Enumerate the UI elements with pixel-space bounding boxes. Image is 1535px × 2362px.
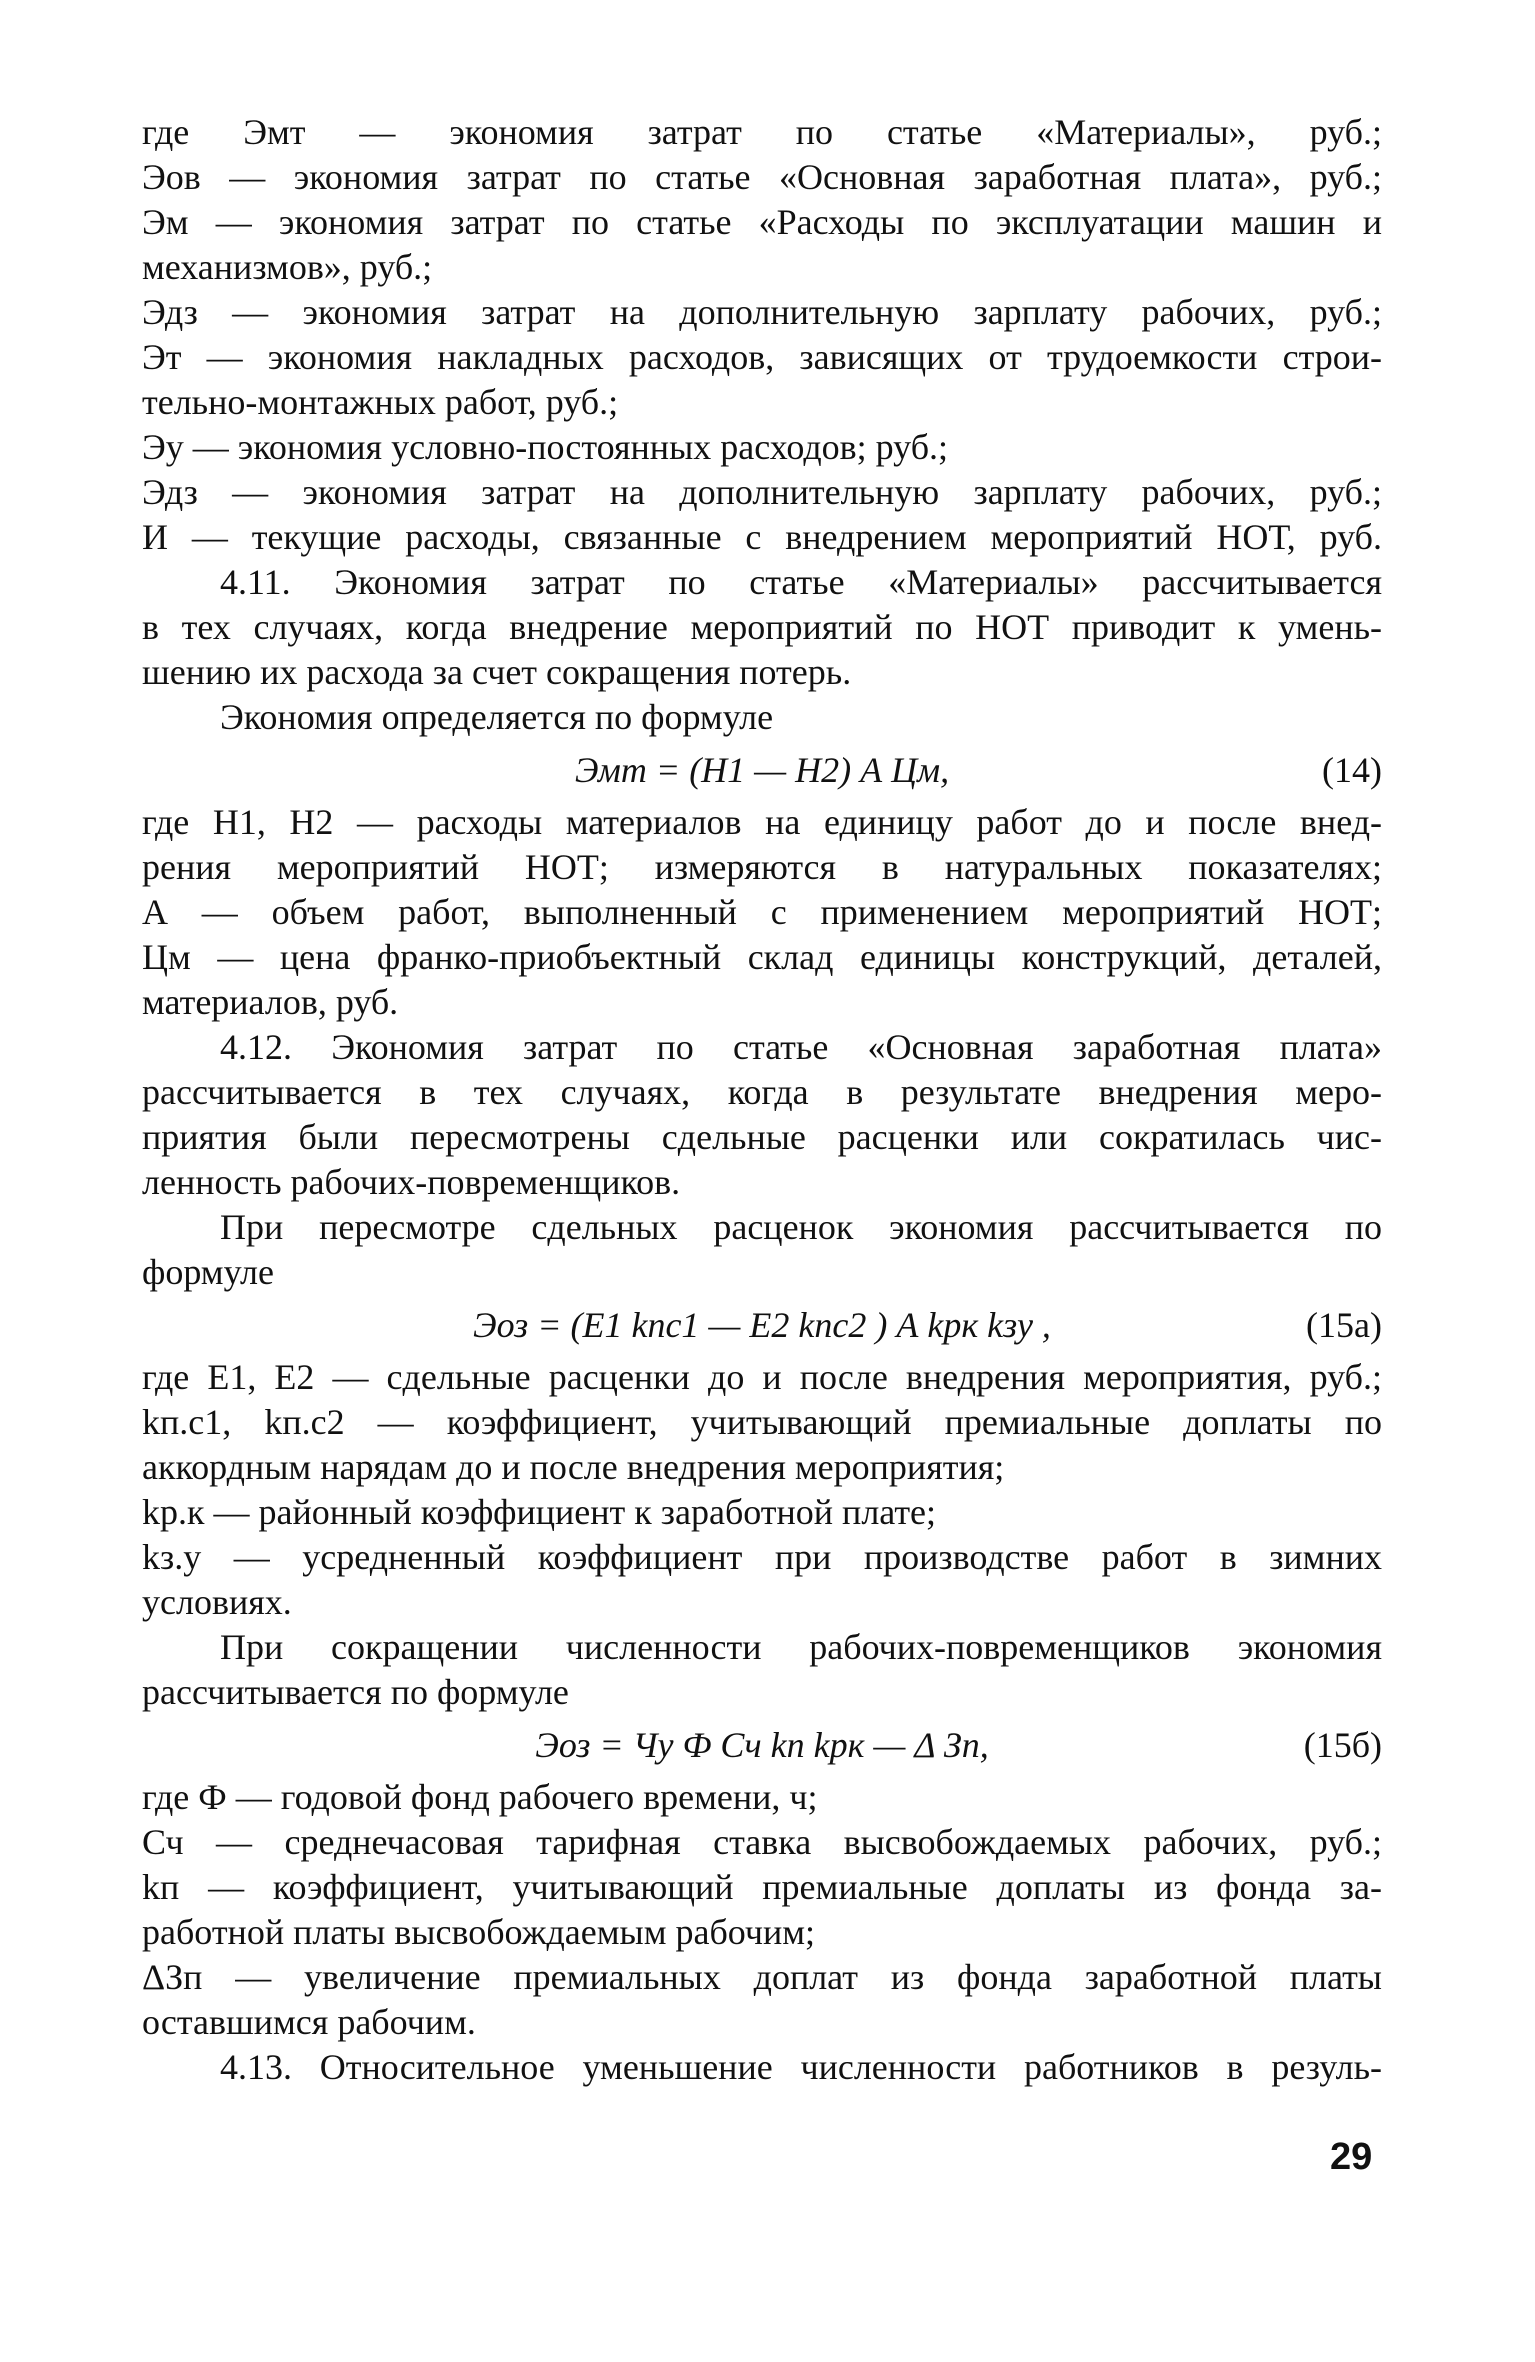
formula-15a-number: (15а)	[1306, 1305, 1382, 1345]
text-line: приятия были пересмотрены сдельные расценки или сократилась чис-	[142, 1117, 1382, 1157]
text-line: где Е1, Е2 — сдельные расценки до и после внедрения мероприятия, руб.;	[142, 1357, 1382, 1397]
text-line: Экономия определяется по формуле	[220, 697, 774, 737]
text-line: При сокращении численности рабочих-повременщиков экономия	[220, 1627, 1382, 1667]
section-4-13-start: 4.13. Относительное уменьшение численности работников в резуль-	[220, 2047, 1382, 2087]
formula-14-expression: Эмт = (Н1 — Н2) А Цм,	[574, 750, 950, 790]
text-line: формуле	[142, 1252, 274, 1292]
text-line: Цм — цена франко-приобъектный склад единицы конструкций, деталей,	[142, 937, 1382, 977]
text-line: аккордным нарядам до и после внедрения мероприятия;	[142, 1447, 1005, 1487]
formula-14-number: (14)	[1322, 750, 1382, 790]
text-line: где Ф — годовой фонд рабочего времени, ч;	[142, 1777, 818, 1817]
text-line: И — текущие расходы, связанные с внедрением мероприятий НОТ, руб.	[142, 517, 1382, 557]
text-line: материалов, руб.	[142, 982, 399, 1022]
section-4-12-start: 4.12. Экономия затрат по статье «Основная заработная плата»	[220, 1027, 1382, 1067]
text-line: в тех случаях, когда внедрение мероприятий по НОТ приводит к умень-	[142, 607, 1382, 647]
formula-15b-number: (15б)	[1303, 1725, 1382, 1765]
text-line: где Н1, Н2 — расходы материалов на единицу работ до и после внед-	[142, 802, 1382, 842]
text-line: условиях.	[142, 1582, 292, 1622]
text-line: где Эмт — экономия затрат по статье «Материалы», руб.;	[142, 112, 1382, 152]
text-line: механизмов», руб.;	[142, 247, 433, 287]
text-block-1	[142, 110, 1382, 2090]
text-line: kз.у — усредненный коэффициент при производстве работ в зимних	[142, 1537, 1382, 1577]
formula-15a-expression: Эоз = (Е1 kпс1 — Е2 kпс2 ) А kрк kзу ,	[473, 1305, 1051, 1345]
formula-15b-expression: Эоз = Чу Ф Сч kп kрк — Δ Зп,	[535, 1725, 989, 1765]
text-line: Эдз — экономия затрат на дополнительную зарплату рабочих, руб.;	[142, 472, 1382, 512]
section-4-11-start: 4.11. Экономия затрат по статье «Материалы» рассчитывается	[220, 562, 1382, 602]
text-line: kр.к — районный коэффициент к заработной плате;	[142, 1492, 937, 1532]
formula-15b	[142, 1715, 1382, 1775]
text-line: kп — коэффициент, учитывающий премиальные доплаты из фонда за-	[142, 1867, 1382, 1907]
text-line: тельно-монтажных работ, руб.;	[142, 382, 619, 422]
text-line: работной платы высвобождаемым рабочим;	[142, 1912, 816, 1952]
text-line: рассчитывается по формуле	[142, 1672, 569, 1712]
text-line: Эдз — экономия затрат на дополнительную зарплату рабочих, руб.;	[142, 292, 1382, 332]
text-line: Эов — экономия затрат по статье «Основная заработная плата», руб.;	[142, 157, 1382, 197]
text-line: Эт — экономия накладных расходов, зависящих от трудоемкости строи-	[142, 337, 1382, 377]
text-line: ΔЗп — увеличение премиальных доплат из фонда заработной платы	[142, 1957, 1382, 1997]
page-number: 29	[1330, 2136, 1373, 2178]
text-line: kп.с1, kп.с2 — коэффициент, учитывающий премиальные доплаты по	[142, 1402, 1382, 1442]
text-line: рассчитывается в тех случаях, когда в результате внедрения меро-	[142, 1072, 1382, 1112]
text-line: ленность рабочих-повременщиков.	[142, 1162, 681, 1202]
text-line: шению их расхода за счет сокращения потерь.	[142, 652, 852, 692]
text-line: Эм — экономия затрат по статье «Расходы по эксплуатации машин и	[142, 202, 1382, 242]
text-line: А — объем работ, выполненный с применением мероприятий НОТ;	[142, 892, 1382, 932]
text-line: При пересмотре сдельных расценок экономия рассчитывается по	[220, 1207, 1382, 1247]
text-line: оставшимся рабочим.	[142, 2002, 476, 2042]
text-line: Эу — экономия условно-постоянных расходов; руб.;	[142, 427, 949, 467]
formula-15a	[142, 1295, 1382, 1355]
text-line: Сч — среднечасовая тарифная ставка высвобождаемых рабочих, руб.;	[142, 1822, 1382, 1862]
text-line: рения мероприятий НОТ; измеряются в натуральных показателях;	[142, 847, 1382, 887]
formula-14	[142, 740, 1382, 800]
